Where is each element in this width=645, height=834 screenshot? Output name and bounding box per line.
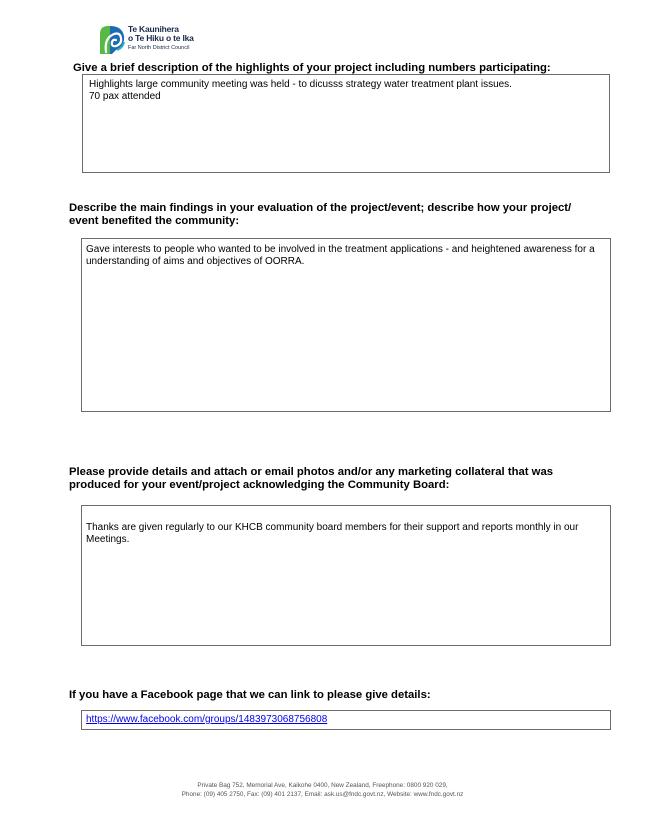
- facebook-answer-field[interactable]: [81, 710, 611, 730]
- council-logo-icon: [98, 24, 126, 56]
- logo-subtitle: Far North District Council: [128, 45, 190, 51]
- facebook-question: If you have a Facebook page that we can link to please give details:: [69, 689, 431, 701]
- facebook-link[interactable]: https://www.facebook.com/groups/1483973068756808: [86, 714, 328, 725]
- logo-title-line1: Te Kaunihera: [128, 24, 179, 34]
- collateral-answer-text: Thanks are given regularly to our KHCB community board members for their support and reports monthly in our Meetings.: [86, 522, 579, 545]
- highlights-answer-field[interactable]: [82, 74, 610, 173]
- highlights-answer-text: Highlights large community meeting was held - to dicusss strategy water treatment plant issues. 70 pax attended: [89, 79, 512, 102]
- council-logo: [98, 24, 198, 58]
- findings-question-line2: event benefited the community:: [69, 215, 240, 227]
- collateral-answer-field[interactable]: [81, 505, 611, 646]
- findings-question-line1: Describe the main findings in your evaluation of the project/event; describe how your project/: [69, 202, 572, 214]
- findings-answer-field[interactable]: [81, 238, 611, 412]
- collateral-question-line2: produced for your event/project acknowledging the Community Board:: [69, 479, 450, 491]
- highlights-question: Give a brief description of the highlights of your project including numbers participating:: [73, 62, 551, 74]
- collateral-question: [69, 466, 553, 492]
- logo-title-line2: o Te Hiku o te Ika: [128, 33, 194, 43]
- footer-address: Private Bag 752, Memorial Ave, Kaikohe 0400, New Zealand, Freephone: 0800 920 029,: [197, 782, 448, 789]
- footer-contact: Phone: (09) 405 2750, Fax: (09) 401 2137, Email: ask.us@fndc.govt.nz, Website: www.fndc.govt.nz: [181, 791, 464, 798]
- collateral-question-line1: Please provide details and attach or email photos and/or any marketing collateral that was: [69, 466, 554, 478]
- findings-question: [69, 202, 571, 228]
- findings-answer-text: Gave interests to people who wanted to be involved in the treatment applications - and heightened awareness for a understanding of aims and objectives of OORRA.: [86, 244, 595, 267]
